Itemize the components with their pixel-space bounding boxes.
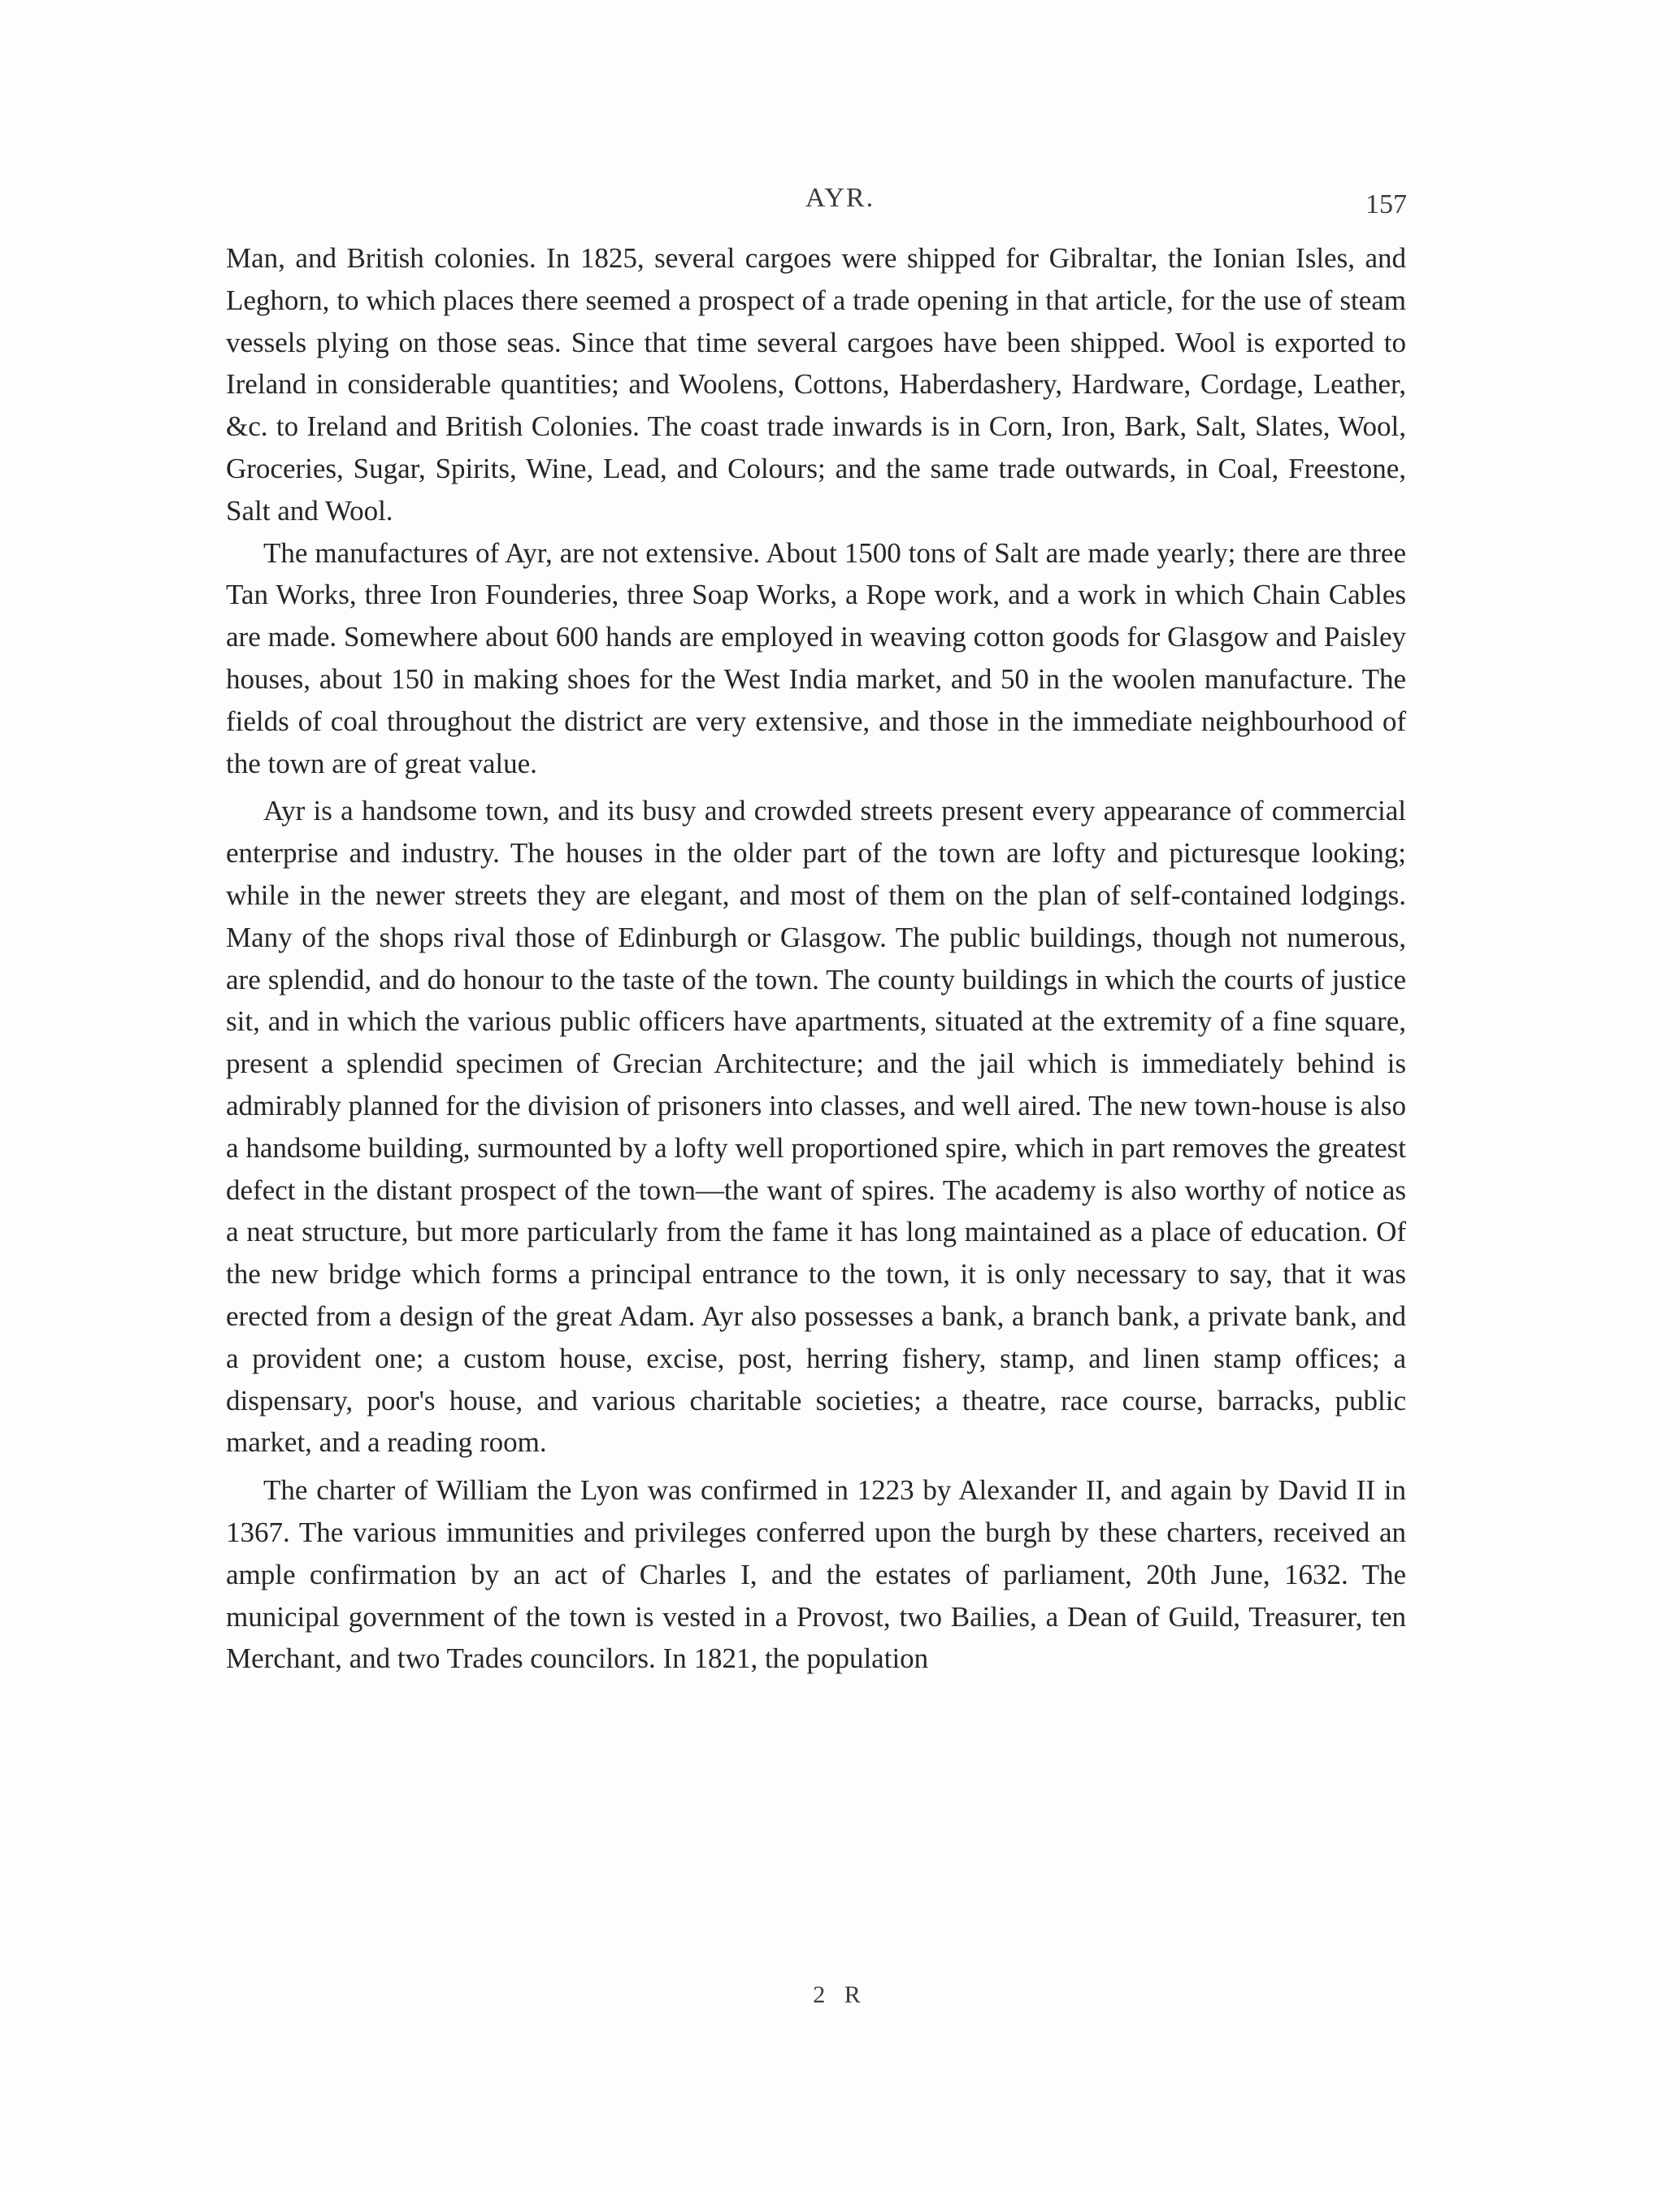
paragraph-charter: The charter of William the Lyon was confirmed in 1223 by Alexander II, and again by David II in 1367. The various immunities and privileges conferred upon the burgh by these charters, received an ample confirmation by an act of Charles I, and the estates of parliament, 20th June, 1632. The municipal government of the town is vested in a Provost, two Bailies, a Dean of Guild, Treasurer, ten Merchant, and two Trades councilors. In 1821, the population xyxy=(226,1474,1406,1675)
body-text xyxy=(226,237,1406,1680)
running-title: AYR. xyxy=(805,183,875,213)
signature-mark: 2 R xyxy=(813,1981,867,2008)
paragraph-manufactures: The manufactures of Ayr, are not extensive. About 1500 tons of Salt are made yearly; there are three Tan Works, three Iron Founderies, three Soap Works, a Rope work, and a work in which Chain Cables are made. Somewhere about 600 hands are employed in weaving cotton goods for Glasgow and Paisley houses, about 150 in making shoes for the West India market, and 50 in the woolen manufacture. The fields of coal throughout the district are very extensive, and those in the immediate neighbourhood of the town are of great value. xyxy=(226,536,1406,779)
paragraph-continued: Man, and British colonies. In 1825, several cargoes were shipped for Gibraltar, the Ionian Isles, and Leghorn, to which places there seemed a prospect of a trade opening in that article, for the use of steam vessels plying on those seas. Since that time several cargoes have been shipped. Wool is exported to Ireland in considerable quantities; and Woolens, Cottons, Haberdashery, Hardware, Cordage, Leather, &c. to Ireland and British Colonies. The coast trade inwards is in Corn, Iron, Bark, Salt, Slates, Wool, Groceries, Sugar, Spirits, Wine, Lead, and Colours; and the same trade outwards, in Coal, Freestone, Salt and Wool. xyxy=(226,242,1406,527)
paragraph-town-description: Ayr is a handsome town, and its busy and crowded streets present every appearance of commercial enterprise and industry. The houses in the older part of the town are lofty and picturesque looking; while in the newer streets they are elegant, and most of them on the plan of self-contained lodgings. Many of the shops rival those of Edinburgh or Glasgow. The public buildings, though not numerous, are splendid, and do honour to the taste of the town. The county buildings in which the courts of justice sit, and in which the various public officers have apartments, situated at the extremity of a fine square, present a splendid specimen of Grecian Architecture; and the jail which is immediately behind is admirably planned for the division of prisoners into classes, and well aired. The new town-house is also a handsome building, surmounted by a lofty well proportioned spire, which in part removes the greatest defect in the distant prospect of the town—the want of spires. The academy is also worthy of notice as a neat structure, but more particularly from the fame it has long maintained as a place of education. Of the new bridge which forms a principal entrance to the town, it is only necessary to say, that it was erected from a design of the great Adam. Ayr also possesses a bank, a branch bank, a private bank, and a provident one; a custom house, excise, post, herring fishery, stamp, and linen stamp offices; a dispensary, poor's house, and various charitable societies; a theatre, race course, barracks, public market, and a reading room. xyxy=(226,795,1406,1459)
page-number: 157 xyxy=(1365,189,1407,219)
